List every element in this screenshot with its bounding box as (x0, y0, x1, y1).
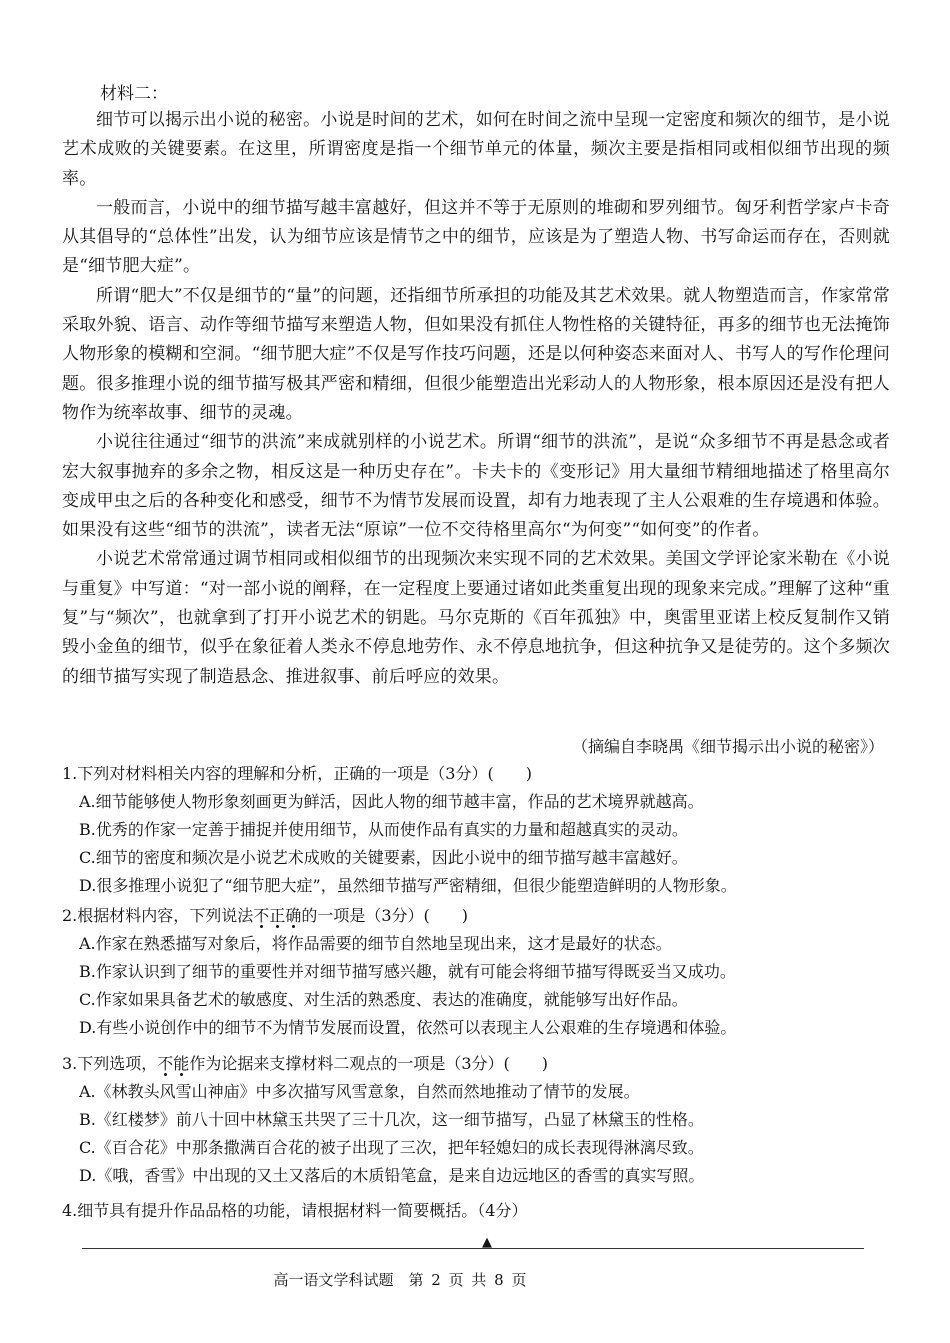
question-3-stem-after: 作为论据来支撑材料二观点的一项是（3分）( ) (189, 1054, 548, 1073)
page-footer: 高一语文学科试题 第 2 页 共 8 页 (273, 1271, 527, 1289)
question-3-stem (62, 1050, 902, 1078)
emphasis-char: 正 (269, 906, 286, 925)
question-1-option-c: C.细节的密度和频次是小说艺术成败的关键要素，因此小说中的细节描写越丰富越好。 (79, 848, 688, 867)
question-2-stem-before: 2.根据材料内容，下列说法 (62, 906, 254, 925)
question-2-option-a: A.作家在熟悉描写对象后，将作品需要的细节自然地呈现出来，这才是最好的状态。 (79, 934, 672, 953)
question-1-stem: 1.下列对材料相关内容的理解和分析，正确的一项是（3分）( ) (62, 764, 532, 783)
material-body (62, 106, 890, 692)
material-source: （摘编自李晓禺《细节揭示出小说的秘密》） (571, 737, 884, 756)
question-3-option-b: B.《红楼梦》前八十回中林黛玉共哭了三十几次，这一细节描写，凸显了林黛玉的性格。 (79, 1110, 704, 1129)
triangle-marker-icon: ▲ (482, 1235, 492, 1250)
question-2 (62, 902, 902, 1042)
question-4 (62, 1197, 902, 1225)
material-paragraph-3: 所谓“肥大”不仅是细节的“量”的问题，还指细节所承担的功能及其艺术效果。就人物塑造而言，作家常常采取外貌、语言、动作等细节描写来塑造人物，但如果没有抓住人物性格的关键特征，再多的细节也无法掩饰人物形象的模糊和空洞。“细节肥大症”不仅是写作技巧问题，还是以何种姿态来面对人、书写人的写作伦理问题。很多推理小说的细节描写极其严密和精细，但很少能塑造出光彩动人的人物形象，根本原因还是没有把人物作为统率故事、细节的灵魂。 (62, 285, 890, 423)
question-2-option-b: B.作家认识到了细节的重要性并对细节描写感兴趣，就有可能会将细节描写得既妥当又成功。 (79, 962, 736, 981)
question-1 (62, 760, 902, 900)
material-paragraph-1: 细节可以揭示出小说的秘密。小说是时间的艺术，如何在时间之流中呈现一定密度和频次的细节，是小说艺术成败的关键要素。在这里，所谓密度是指一个细节单元的体量，频次主要是指相同或相似细节出现的频率。 (62, 110, 890, 189)
material-paragraph-5: 小说艺术常常通过调节相同或相似细节的出现频次来实现不同的艺术效果。美国文学评论家米勒在《小说与重复》中写道：“对一部小说的阐释，在一定程度上要通过诸如此类重复出现的现象来完成。”理解了这种“重复”与“频次”，也就拿到了打开小说艺术的钥匙。马尔克斯的《百年孤独》中，奥雷里亚诺上校反复制作又销毁小金鱼的细节，似乎在象征着人类永不停息地劳作、永不停息地抗争，但这种抗争又是徒劳的。这个多频次的细节描写实现了制造悬念、推进叙事、前后呼应的效果。 (62, 549, 890, 687)
question-3-option-d: D.《哦，香雪》中出现的又土又落后的木质铅笔盒，是来自边远地区的香雪的真实写照。 (79, 1166, 705, 1185)
question-3-option-c: C.《百合花》中那条撒满百合花的被子出现了三次，把年轻媳妇的成长表现得淋漓尽致。 (79, 1138, 704, 1157)
question-4-stem: 4.细节具有提升作品品格的功能，请根据材料一简要概括。（4分） (62, 1201, 528, 1220)
question-2-option-d: D.有些小说创作中的细节不为情节发展而设置，依然可以表现主人公艰难的生存境遇和体验。 (79, 1018, 737, 1037)
question-1-option-d: D.很多推理小说犯了“细节肥大症”，虽然细节描写严密精细，但很少能塑造鲜明的人物形象。 (79, 876, 737, 895)
question-3-option-a: A.《林教头风雪山神庙》中多次描写风雪意象，自然而然地推动了情节的发展。 (79, 1082, 640, 1101)
material-heading: 材料二： (100, 84, 168, 104)
question-1-option-a: A.细节能够使人物形象刻画更为鲜活，因此人物的细节越丰富，作品的艺术境界就越高。 (79, 792, 704, 811)
emphasis-char: 确 (285, 906, 302, 925)
question-2-stem-after: 的一项是（3分）( ) (301, 906, 468, 925)
question-3-stem-before: 3.下列选项， (62, 1054, 158, 1073)
material-paragraph-2: 一般而言，小说中的细节描写越丰富越好，但这并不等于无原则的堆砌和罗列细节。匈牙利哲学家卢卡奇从其倡导的“总体性”出发，认为细节应该是情节之中的细节，应该是为了塑造人物、书写命运而存在，否则就是“细节肥大症”。 (62, 197, 890, 277)
question-2-option-c: C.作家如果具备艺术的敏感度、对生活的熟悉度、表达的准确度，就能够写出好作品。 (79, 990, 688, 1009)
footer-divider (82, 1248, 864, 1249)
question-3 (62, 1050, 902, 1190)
emphasis-char: 不 (253, 906, 270, 925)
question-1-option-b: B.优秀的作家一定善于捕捉并使用细节，从而使作品有真实的力量和超越真实的灵动。 (79, 820, 688, 839)
material-paragraph-4: 小说往往通过“细节的洪流”来成就别样的小说艺术。所谓“细节的洪流”，是说“众多细节不再是悬念或者宏大叙事抛弃的多余之物，相反这是一种历史存在”。卡夫卡的《变形记》用大量细节精细地描述了格里高尔变成甲虫之后的各种变化和感受，细节不为情节发展而设置，却有力地表现了主人公艰难的生存境遇和体验。如果没有这些“细节的洪流”，读者无法“原谅”一位不交待格里高尔“为何变”“如何变”的作者。 (62, 432, 890, 541)
emphasis-char: 能 (173, 1054, 190, 1073)
emphasis-char: 不 (157, 1054, 174, 1073)
question-2-stem (62, 902, 902, 930)
